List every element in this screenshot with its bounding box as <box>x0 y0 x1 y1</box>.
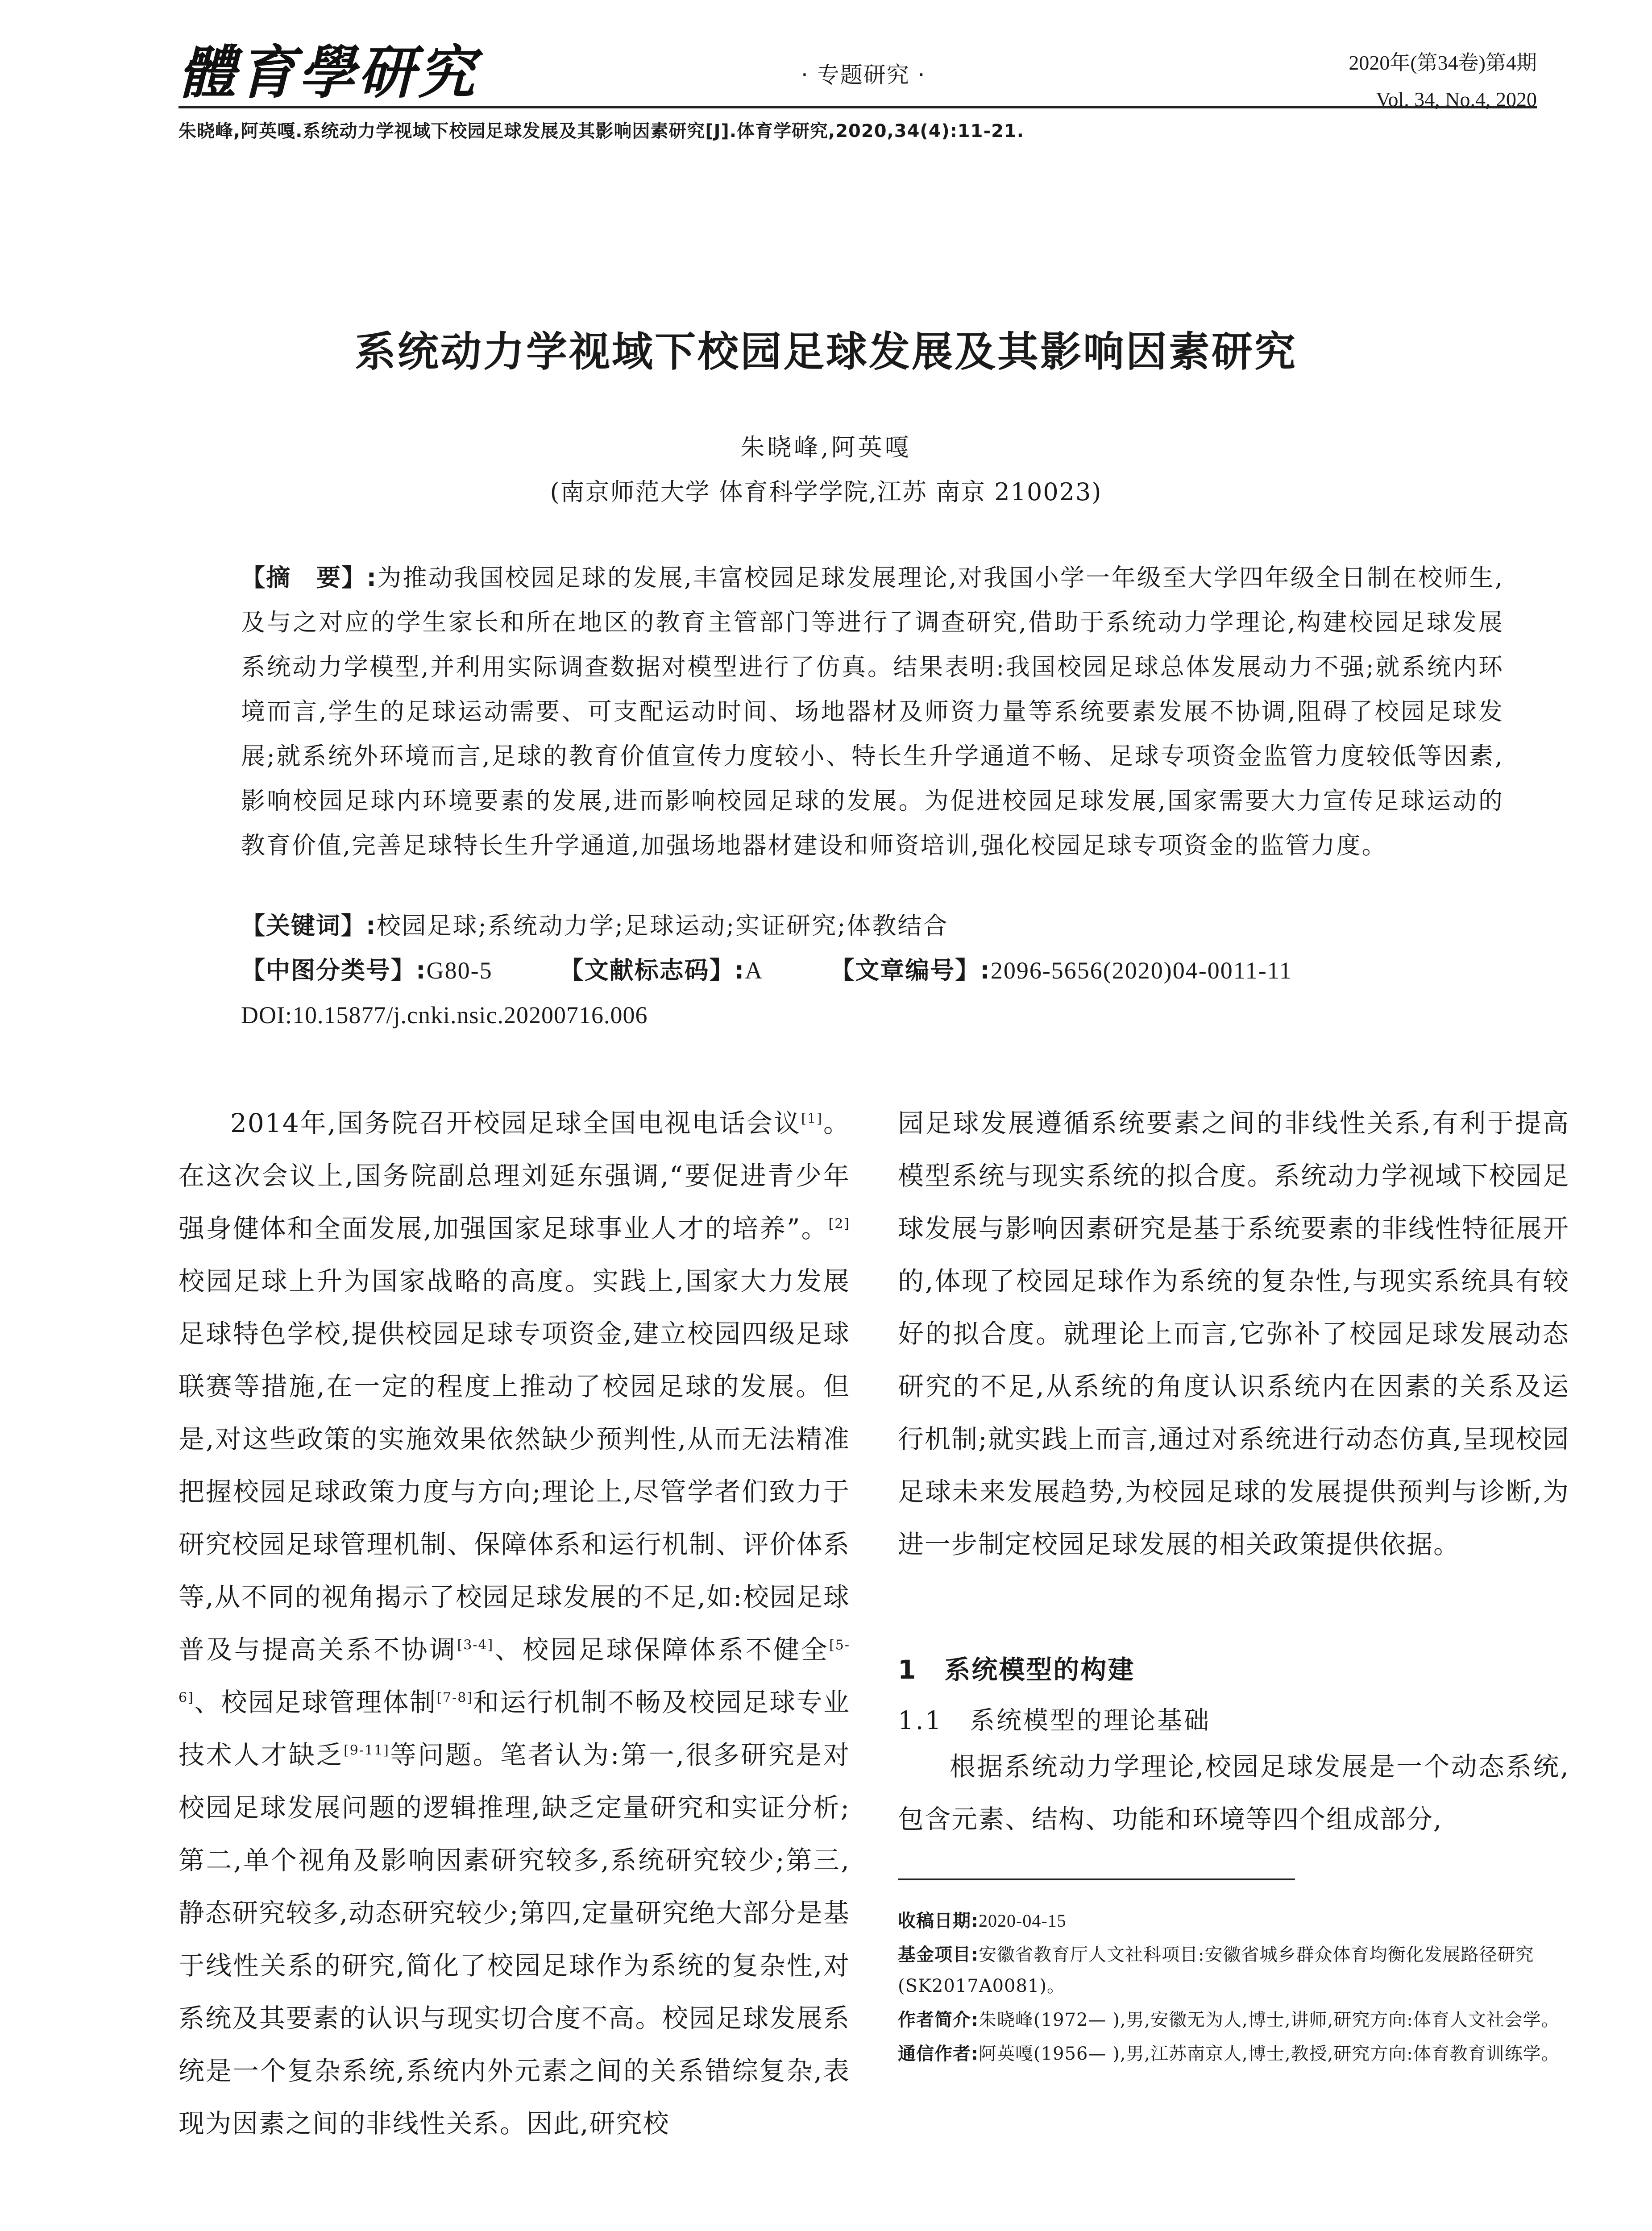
body-column-left <box>178 1097 850 2150</box>
header-rule <box>178 106 1537 108</box>
citation-ref[interactable]: [2] <box>828 1216 850 1232</box>
section-heading-1: 1 系统模型的构建 <box>898 1655 1135 1685</box>
issue-en: Vol. 34, No.4, 2020 <box>1376 88 1537 111</box>
theory-text: 根据系统动力学理论,校园足球发展是一个动态系统,包含元素、结构、功能和环境等四个组成部分, <box>898 1751 1569 1834</box>
text-run: 和运行机制不畅及校园足球专业技术人才缺乏 <box>178 1687 850 1770</box>
footnote-corresponding <box>898 2038 1569 2069</box>
text-run: 、校园足球管理体制 <box>194 1687 437 1717</box>
doc-code-value: A <box>745 957 764 984</box>
footnote-value: 朱晓峰(1972— ),男,安徽无为人,博士,讲师,研究方向:体育人文社会学。 <box>979 2010 1560 2030</box>
footnote-label: 作者简介: <box>898 2010 979 2030</box>
theory-paragraph <box>898 1740 1569 1845</box>
abstract-label: 【摘 要】: <box>241 564 378 592</box>
footnote-value: 2020-04-15 <box>979 1911 1067 1931</box>
article-authors: 朱晓峰,阿英嘎 <box>740 433 912 461</box>
citation-ref[interactable]: [7-8] <box>436 1690 473 1706</box>
citation-ref[interactable]: [5-6] <box>178 1637 850 1706</box>
footnote-label: 收稿日期: <box>898 1911 979 1931</box>
text-run: 。在这次会议上,国务院副总理刘延东强调,“要促进青少年强身健体和全面发展,加强国家足球事业人才的培养”。 <box>178 1108 850 1244</box>
footnote-value: 安徽省教育厅人文社科项目:安徽省城乡群众体育均衡化发展路径研究(SK2017A0081)。 <box>898 1945 1534 1996</box>
text-run: 校园足球上升为国家战略的高度。实践上,国家大力发展足球特色学校,提供校园足球专项资金,建立校园四级足球联赛等措施,在一定的程度上推动了校园足球的发展。但是,对这些政策的实施效果依然缺少预判性,从而无法精准把握校园足球政策力度与方向;理论上,尽管学者们致力于研究校园足球管理机制、保障体系和运行机制、评价体系等,从不同的视角揭示了校园足球发展的不足,如:校园足球普及与提高关系不协调 <box>178 1266 850 1665</box>
citation-ref[interactable]: [9-11] <box>344 1742 390 1758</box>
footnote-rule <box>898 1879 1295 1880</box>
article-affiliation: (南京师范大学 体育科学学院,江苏 南京 210023) <box>550 478 1102 506</box>
footnote-label: 基金项目: <box>898 1945 979 1965</box>
doi-line: DOI:10.15877/j.cnki.nsic.20200716.006 <box>241 1002 648 1028</box>
keywords <box>241 904 1504 948</box>
article-no-value: 2096-5656(2020)04-0011-11 <box>990 957 1292 984</box>
abstract-text: 为推动我国校园足球的发展,丰富校园足球发展理论,对我国小学一年级至大学四年级全日制在校师生,及与之对应的学生家长和所在地区的教育主管部门等进行了调查研究,借助于系统动力学理论,构建校园足球发展系统动力学模型,并利用实际调查数据对模型进行了仿真。结果表明:我国校园足球总体发展动力不强;就系统内环境而言,学生的足球运动需要、可支配运动时间、场地器材及师资力量等系统要素发展不协调,阻碍了校园足球发展;就系统外环境而言,足球的教育价值宣传力度较小、特长生升学通道不畅、足球专项资金监管力度较低等因素,影响校园足球内环境要素的发展,进而影响校园足球的发展。为促进校园足球发展,国家需要大力宣传足球运动的教育价值,完善足球特长生升学通道,加强场地器材建设和师资培训,强化校园足球专项资金的监管力度。 <box>241 564 1504 859</box>
clc-value: G80-5 <box>426 957 493 984</box>
text-run: 2014年,国务院召开校园足球全国电视电话会议 <box>230 1108 801 1138</box>
section-heading-1-1: 1.1 系统模型的理论基础 <box>898 1706 1211 1735</box>
journal-logo: 體育學研究 <box>178 39 478 106</box>
intro-paragraph <box>178 1097 850 2150</box>
issue-cn: 2020年(第34卷)第4期 <box>1349 51 1537 74</box>
keywords-label: 【关键词】: <box>241 912 377 940</box>
citation-ref[interactable]: [1] <box>801 1111 823 1127</box>
footnote-value: 阿英嘎(1956— ),男,江苏南京人,博士,教授,研究方向:体育教育训练学。 <box>979 2044 1560 2064</box>
section-label: · 专题研究 · <box>801 62 926 88</box>
footnote-label: 通信作者: <box>898 2044 979 2064</box>
footnote-author <box>898 2004 1569 2036</box>
article-title: 系统动力学视域下校园足球发展及其影响因素研究 <box>354 328 1297 376</box>
footnote-fund <box>898 1939 1569 2002</box>
citation-ref[interactable]: [3-4] <box>457 1637 494 1653</box>
continued-paragraph: 园足球发展遵循系统要素之间的非线性关系,有利于提高模型系统与现实系统的拟合度。系统动力学视域下校园足球发展与影响因素研究是基于系统要素的非线性特征展开的,体现了校园足球作为系统的复杂性,与现实系统具有较好的拟合度。就理论上而言,它弥补了校园足球发展动态研究的不足,从系统的角度认识系统内在因素的关系及运行机制;就实践上而言,通过对系统进行动态仿真,呈现校园足球未来发展趋势,为校园足球的发展提供预判与诊断,为进一步制定校园足球发展的相关政策提供依据。 <box>898 1108 1569 1559</box>
footnotes <box>898 1905 1569 2072</box>
doc-code-label: 【文献标志码】: <box>559 956 745 984</box>
footnote-received <box>898 1905 1569 1937</box>
text-run: 、校园足球保障体系不健全 <box>494 1634 830 1665</box>
classification-line <box>241 948 1504 993</box>
abstract <box>241 556 1504 868</box>
text-run: 等问题。笔者认为:第一,很多研究是对校园足球发展问题的逻辑推理,缺乏定量研究和实证分析;第二,单个视角及影响因素研究较多,系统研究较少;第三,静态研究较多,动态研究较少;第四,定量研究绝大部分是基于线性关系的研究,简化了校园足球作为系统的复杂性,对系统及其要素的认识与现实切合度不高。校园足球发展系统是一个复杂系统,系统内外元素之间的关系错综复杂,表现为因素之间的非线性关系。因此,研究校 <box>178 1740 850 2139</box>
clc-label: 【中图分类号】: <box>241 956 427 984</box>
article-no-label: 【文章编号】: <box>830 956 991 984</box>
citation-line: 朱晓峰,阿英嘎.系统动力学视域下校园足球发展及其影响因素研究[J].体育学研究,2020,34(4):11-21. <box>178 121 1024 141</box>
keywords-text: 校园足球;系统动力学;足球运动;实证研究;体教结合 <box>376 912 949 940</box>
body-column-right <box>898 1097 1569 1571</box>
